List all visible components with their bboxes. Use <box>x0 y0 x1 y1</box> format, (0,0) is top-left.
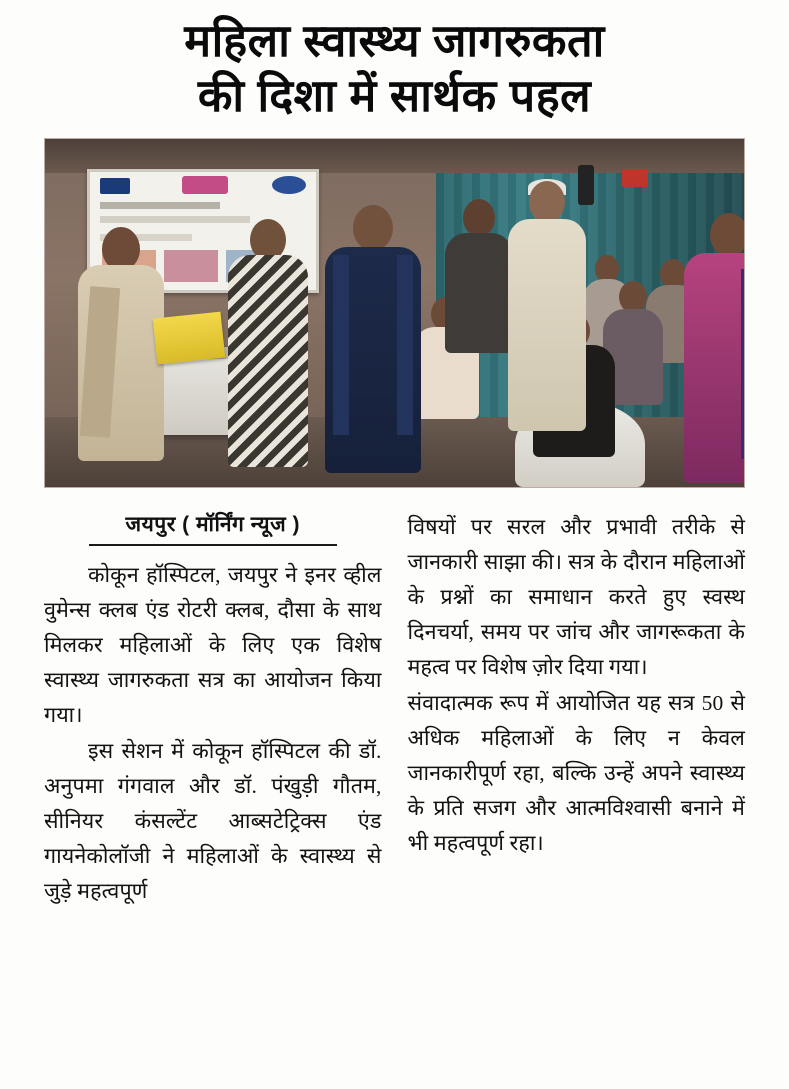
elder-man-guest <box>505 181 589 431</box>
paragraph: संवादात्मक रूप में आयोजित यह सत्र 50 से अधिक महिलाओं के लिए न केवल जानकारीपूर्ण रहा, बल्कि उन्हें अपने स्वास्थ्य के प्रति सजग और आत्मविश्वासी बनाने में भी महत्वपूर्ण रहा। <box>407 691 745 855</box>
photo-ceiling <box>45 139 744 173</box>
banner-photo <box>164 250 218 282</box>
woman-in-striped-saree <box>225 219 311 467</box>
article-body <box>44 510 745 908</box>
article-photo <box>44 138 745 488</box>
club-logo <box>272 176 306 194</box>
rotary-logo <box>100 178 130 194</box>
paragraph: इस सेशन में कोकून हॉस्पिटल की डॉ. अनुपमा गंगवाल और डॉ. पंखुड़ी गौतम, सीनियर कंसल्टेंट आब्सटेट्रिक्स एंड गायनेकोलॉजी ने महिलाओं के स्वास्थ्य से जुड़े महत्वपूर्ण <box>44 739 382 903</box>
woman-in-navy-suit <box>321 205 425 473</box>
woman-in-beige-saree <box>75 227 167 459</box>
headline-line-2: की दिशा में सार्थक पहल <box>197 70 592 122</box>
woman-in-magenta-saree <box>681 213 744 483</box>
banner-text-line <box>100 202 220 209</box>
article-column-right <box>408 510 746 908</box>
dateline-rule <box>89 544 337 546</box>
article-column-left <box>44 510 382 908</box>
photo-scene <box>45 139 744 487</box>
dateline: जयपुर ( मॉर्निंग न्यूज ) <box>125 513 300 537</box>
cocoon-logo <box>182 176 228 194</box>
paragraph: कोकून हॉस्पिटल, जयपुर ने इनर व्हील वुमेन्स क्लब एंड रोटरी क्लब, दौसा के साथ मिलकर महिलाओं के लिए एक विशेष स्वास्थ्य जागरुकता सत्र का आयोजन किया गया। <box>44 563 382 727</box>
exit-sign-icon <box>622 169 648 187</box>
paragraph: विषयों पर सरल और प्रभावी तरीके से जानकारी साझा की। सत्र के दौरान महिलाओं के प्रश्नों का समाधान करते हुए स्वस्थ दिनचर्या, समय पर जांच और जागरूकता के महत्व पर विशेष ज़ोर दिया गया। <box>407 515 745 679</box>
page-title <box>0 0 789 122</box>
headline-line-1: महिला स्वास्थ्य जागरुकता <box>184 15 605 66</box>
award-folder <box>153 312 225 365</box>
